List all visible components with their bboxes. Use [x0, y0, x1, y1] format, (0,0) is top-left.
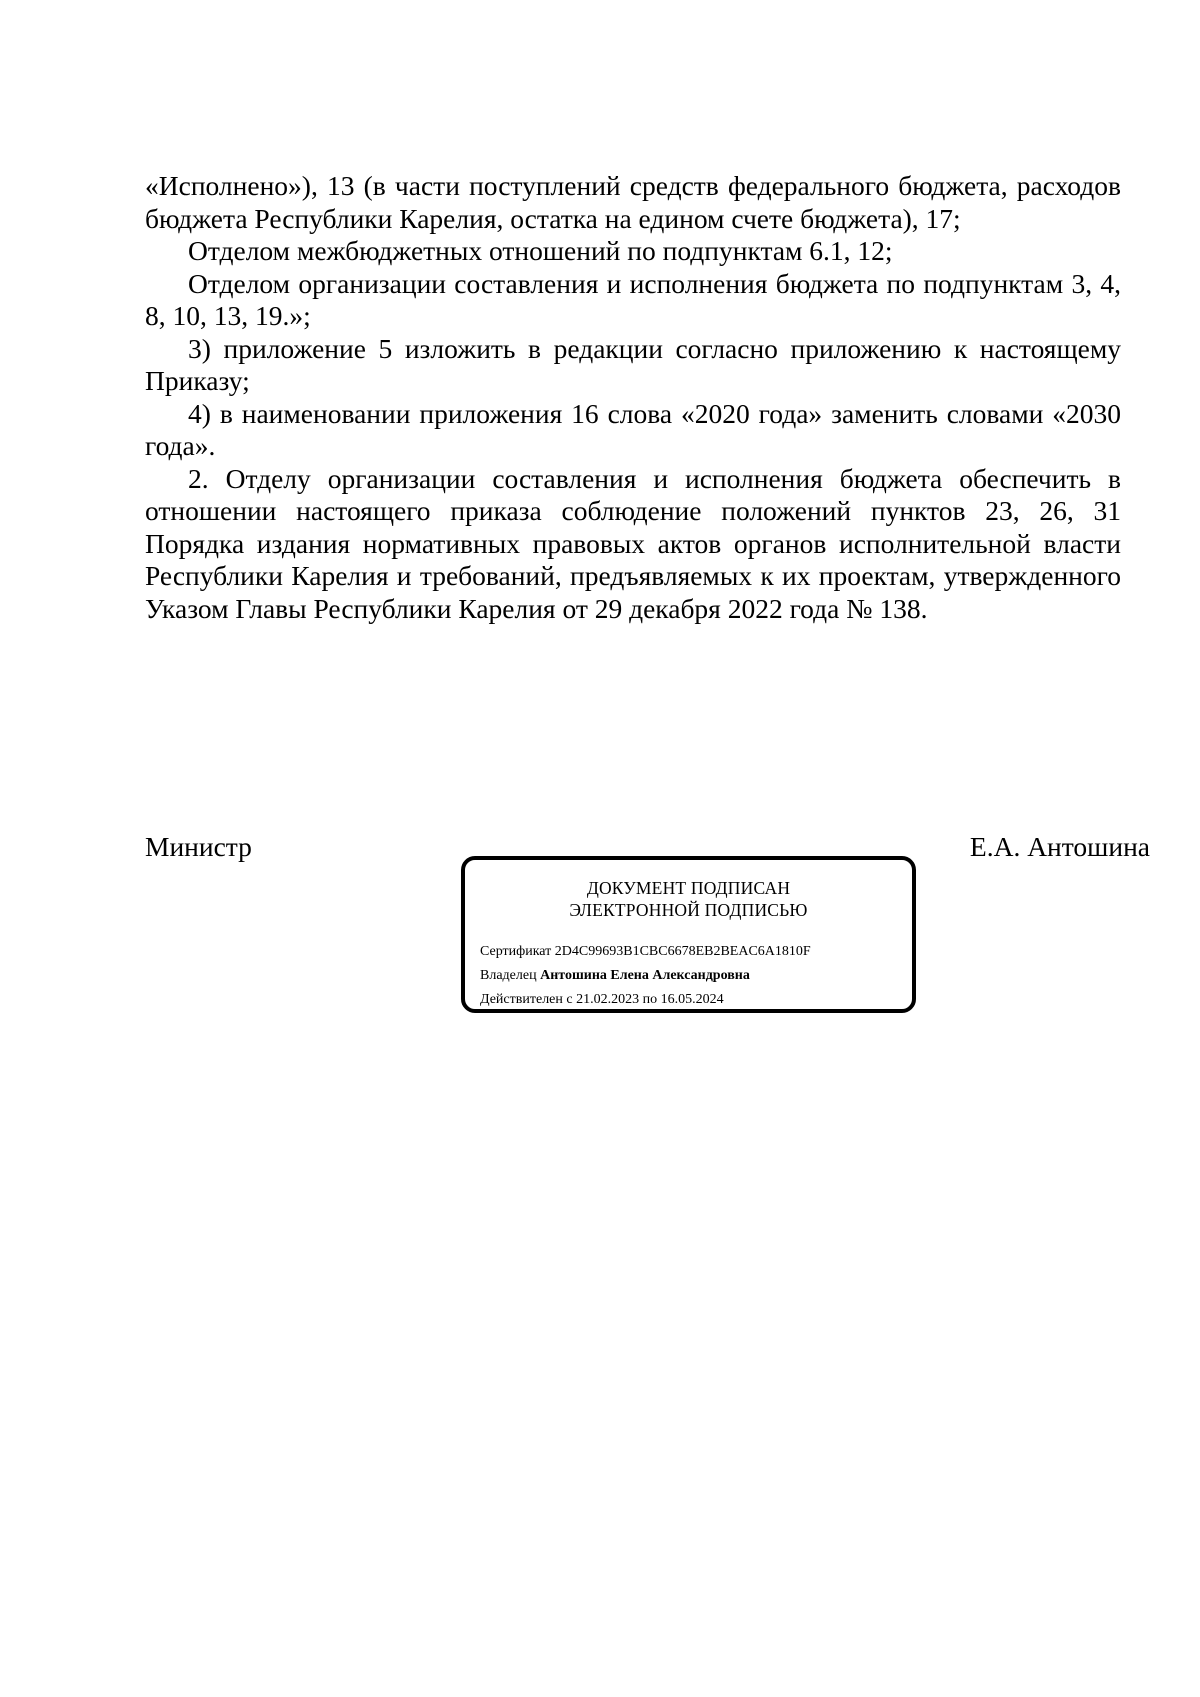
signatory-name: Е.А. Антошина: [969, 831, 1150, 862]
owner-value: Антошина Елена Александровна: [540, 968, 750, 983]
valid-label: Действителен с: [480, 992, 573, 1007]
certificate-label: Сертификат: [480, 944, 552, 959]
signatory-title: Министр: [145, 831, 252, 862]
certificate-value: 2D4C99693B1CBC6678EB2BEAC6A1810F: [554, 944, 811, 959]
stamp-heading-line-1: ДОКУМЕНТ ПОДПИСАН: [586, 878, 791, 898]
paragraph-continuation: «Исполнено»), 13 (в части поступлений средств федерального бюджета, расходов бюджета Республики Карелия, остатка на едином счете бюджета), 17;: [145, 170, 1121, 234]
stamp-certificate-line: [480, 940, 811, 964]
valid-from: 21.02.2023: [576, 992, 640, 1007]
valid-to-label: по: [642, 992, 658, 1007]
paragraph-item-3: 3) приложение 5 изложить в редакции согласно приложению к настоящему Приказу;: [145, 332, 1121, 396]
paragraph-budget-department: Отделом организации составления и исполнения бюджета по подпунктам 3, 4, 8, 10, 13, 19.»;: [145, 267, 1121, 331]
valid-to: 16.05.2024: [660, 992, 724, 1007]
stamp-validity-line: [480, 988, 811, 1012]
stamp-owner-line: [480, 964, 811, 988]
paragraph-item-4: 4) в наименовании приложения 16 слова «2020 года» заменить словами «2030 года».: [145, 397, 1121, 461]
paragraph-interbudget-department: Отделом межбюджетных отношений по подпунктам 6.1, 12;: [188, 235, 893, 266]
document-body: [145, 170, 1121, 625]
owner-label: Владелец: [480, 968, 537, 983]
stamp-details: [480, 940, 811, 1012]
paragraph-point-2: 2. Отделу организации составления и исполнения бюджета обеспечить в отношении настоящего приказа соблюдение положений пунктов 23, 26, 31 Порядка издания нормативных правовых актов органов исполнительной власти Республики Карелия и требований, предъявляемых к их проектам, утвержденного Указом Главы Республики Карелия от 29 декабря 2022 года № 138.: [145, 462, 1121, 624]
stamp-heading-line-2: ЭЛЕКТРОННОЙ ПОДПИСЬЮ: [569, 900, 808, 920]
electronic-signature-stamp: [461, 856, 916, 1013]
stamp-heading: [465, 877, 912, 921]
